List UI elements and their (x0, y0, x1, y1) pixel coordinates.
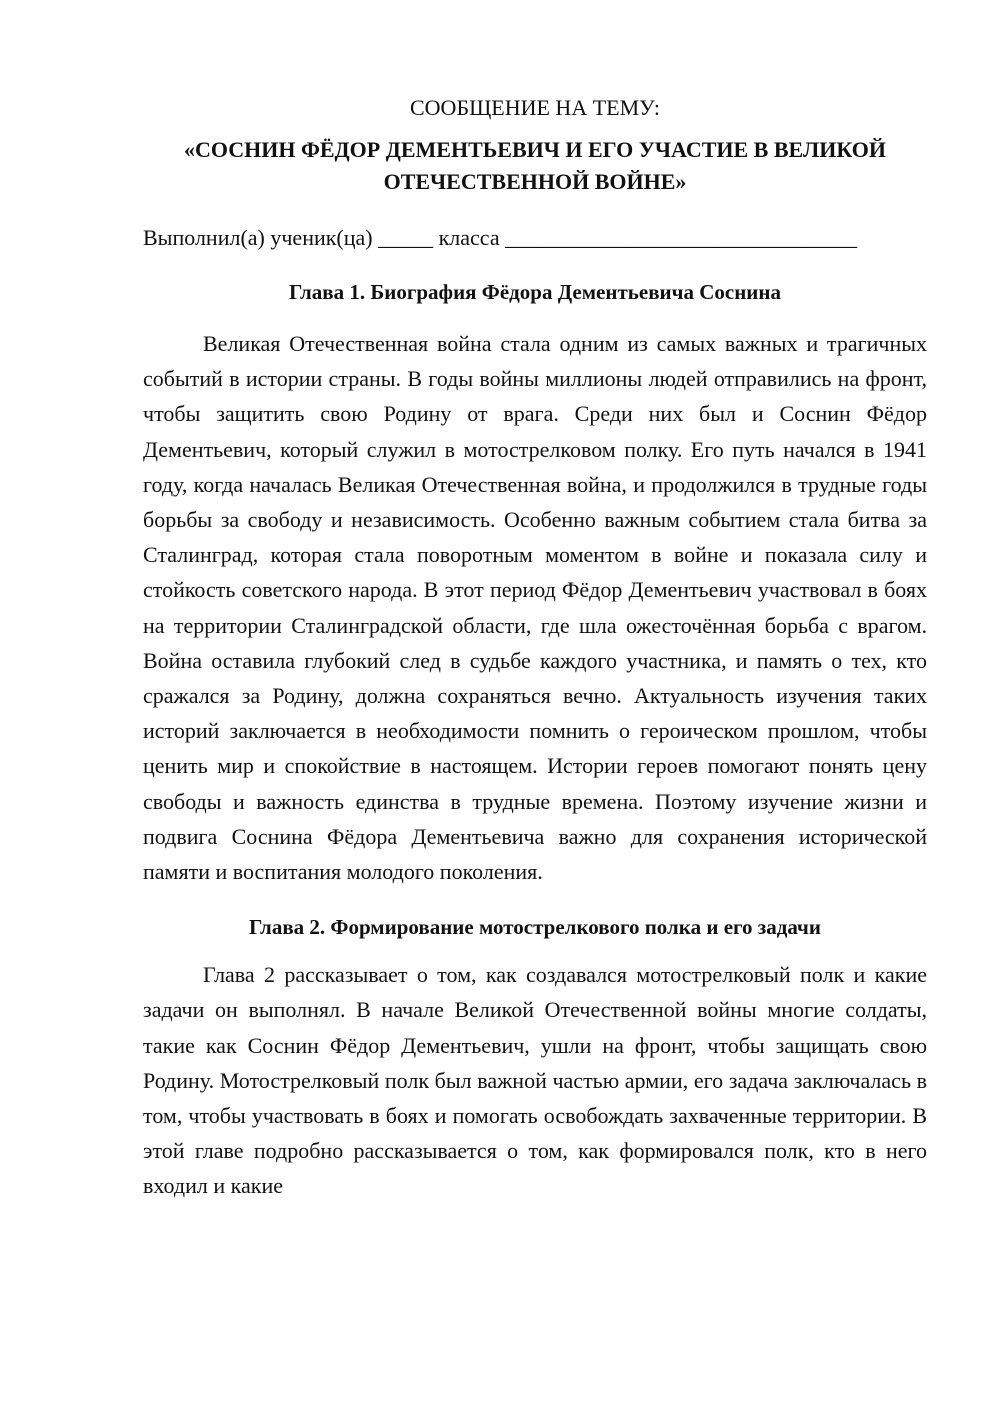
author-line: Выполнил(а) ученик(ца) _____ класса ________________________________ (143, 225, 858, 250)
chapter-2-heading: Глава 2. Формирование мотострелкового полка и его задачи (249, 915, 821, 940)
document-page (143, 92, 927, 1204)
document-title: «СОСНИН ФЁДОР ДЕМЕНТЬЕВИЧ И ЕГО УЧАСТИЕ В ВЕЛИКОЙ ОТЕЧЕСТВЕННОЙ ВОЙНЕ» (183, 137, 887, 194)
chapter-2-paragraph: Глава 2 рассказывает о том, как создавался мотострелковый полк и какие задачи он выполнял. В начале Великой Отечественной войны многие солдаты, такие как Соснин Фёдор Дементьевич, ушли на фронт, чтобы защищать свою Родину. Мотострелковый полк был важной частью армии, его задача заключалась в том, чтобы участвовать в боях и помогать освобождать захваченные территории. В этой главе подробно рассказывается о том, как формировался полк, кто в него входил и какие (143, 962, 927, 1199)
chapter-1-paragraph: Великая Отечественная война стала одним из самых важных и трагичных событий в истории страны. В годы войны миллионы людей отправились на фронт, чтобы защитить свою Родину от врага. Среди них был и Соснин Фёдор Дементьевич, который служил в мотострелковом полку. Его путь начался в 1941 году, когда началась Великая Отечественная война, и продолжился в трудные годы борьбы за свободу и независимость. Особенно важным событием стала битва за Сталинград, которая стала поворотным моментом в войне и показала силу и стойкость советского народа. В этот период Фёдор Дементьевич участвовал в боях на территории Сталинградской области, где шла ожесточённая борьба с врагом. Война оставила глубокий след в судьбе каждого участника, и память о тех, кто сражался за Родину, должна сохраняться вечно. Актуальность изучения таких историй заключается в необходимости помнить о героическом прошлом, чтобы ценить мир и спокойствие в настоящем. Истории героев помогают понять цену свободы и важность единства в трудные времена. Поэтому изучение жизни и подвига Соснина Фёдора Дементьевича важно для сохранения исторической памяти и воспитания молодого поколения. (143, 331, 927, 885)
document-header: СООБЩЕНИЕ НА ТЕМУ: (410, 95, 660, 120)
chapter-1-heading: Глава 1. Биография Фёдора Дементьевича Соснина (288, 280, 782, 304)
